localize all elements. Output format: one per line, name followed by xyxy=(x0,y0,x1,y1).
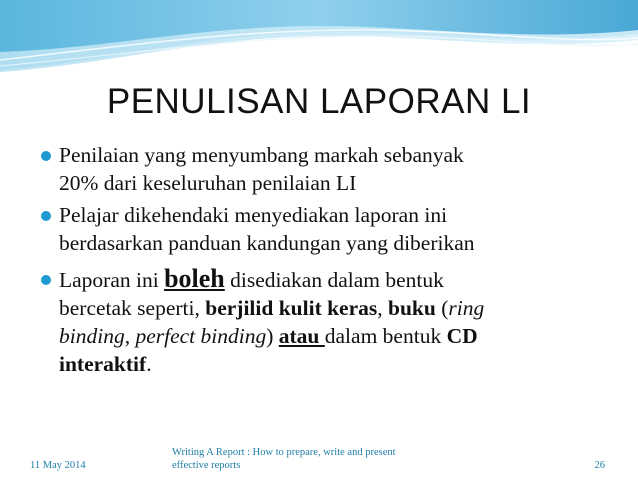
text-run: ) xyxy=(266,324,279,348)
italic-text: ring xyxy=(448,296,485,320)
emphasis-boleh: boleh xyxy=(164,264,225,293)
bold-text: berjilid kulit keras xyxy=(205,296,378,320)
bold-text: CD xyxy=(446,324,478,348)
footer-title: Writing A Report : How to prepare, write and present effective reports xyxy=(172,447,396,471)
slide-title: PENULISAN LAPORAN LI xyxy=(106,82,532,121)
bullet-line: Pelajar dikehendaki menyediakan laporan ini xyxy=(59,203,448,227)
bullet-line: 20% dari keseluruhan penilaian LI xyxy=(59,171,357,195)
page-number: 26 xyxy=(594,460,605,471)
bullet-dot-icon xyxy=(41,275,51,285)
bullet-line xyxy=(59,294,638,322)
bullet-list xyxy=(0,141,638,378)
bullet-line xyxy=(59,265,638,294)
bullet-item xyxy=(0,265,638,378)
bullet-item xyxy=(0,141,638,197)
text-run: , xyxy=(377,296,389,320)
bullet-line xyxy=(59,322,638,350)
bullet-dot-icon xyxy=(41,211,51,221)
text-run: bercetak seperti, xyxy=(59,296,206,320)
bullet-line xyxy=(59,350,638,378)
bullet-item xyxy=(0,201,638,257)
text-run: disediakan dalam bentuk xyxy=(224,268,444,292)
italic-text: binding, perfect binding xyxy=(59,324,267,348)
bold-text: interaktif xyxy=(59,352,147,376)
text-run: dalam bentuk xyxy=(324,324,447,348)
header-wave-decoration xyxy=(0,0,638,75)
text-run: . xyxy=(146,352,152,376)
emphasis-atau: atau xyxy=(278,324,325,348)
bold-text: buku xyxy=(388,296,436,320)
footer-date: 11 May 2014 xyxy=(30,460,86,471)
bullet-line: Penilaian yang menyumbang markah sebanyak xyxy=(59,143,464,167)
bullet-line: berdasarkan panduan kandungan yang diberikan xyxy=(59,231,475,255)
text-run: Laporan ini xyxy=(59,268,165,292)
bullet-dot-icon xyxy=(41,151,51,161)
text-run: ( xyxy=(435,296,449,320)
